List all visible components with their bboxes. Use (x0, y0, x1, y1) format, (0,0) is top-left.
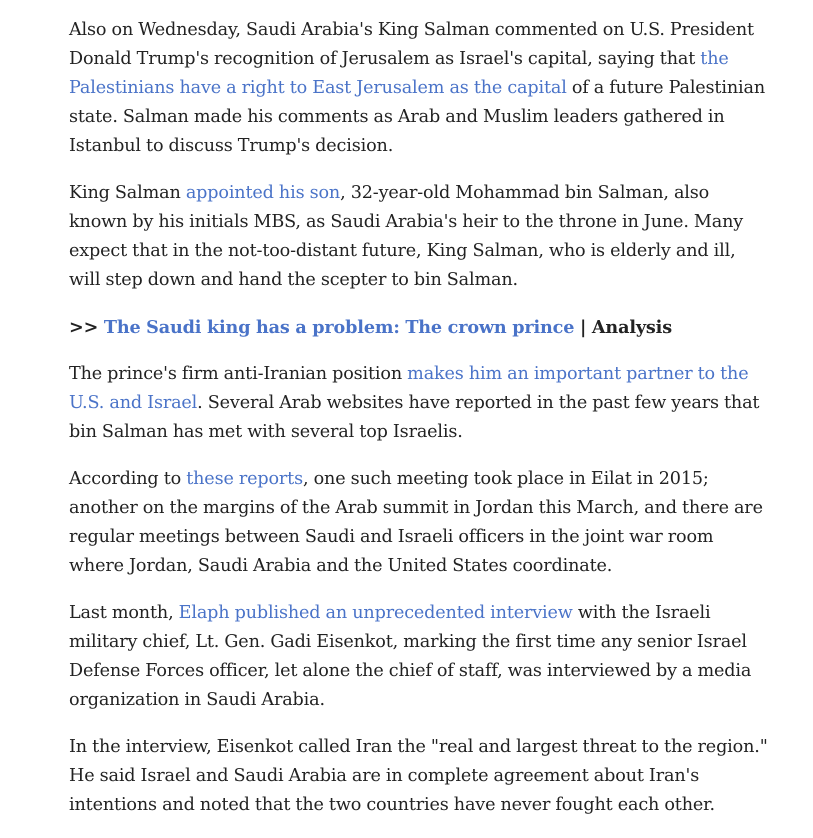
paragraph-text: In the interview, Eisenkot called Iran the "real and largest threat to the region." He said Israel and Saudi Arabia are in complete agreement about Iran's intentions and noted that the two countries have never fought each other. (69, 737, 768, 815)
related-article-promo (69, 313, 769, 342)
paragraph-text: According to (69, 469, 187, 489)
paragraph-text: with the Israeli military chief, Lt. Gen. Gadi Eisenkot, marking the first time any senior Israel Defense Forces officer, let alone the chief of staff, was interviewed by a media organization in Saudi Arabia. (69, 603, 752, 710)
paragraph-anti-iranian-position (69, 360, 769, 447)
paragraph-text: , one such meeting took place in Eilat in 2015; another on the margins of the Arab summit in Jordan this March, and there are regular meetings between Saudi and Israeli officers in the joint war room where Jordan, Saudi Arabia and the United States coordinate. (69, 469, 763, 576)
link-palestinians-east-jerusalem[interactable]: the Palestinians have a right to East Jerusalem as the capital (69, 49, 729, 98)
paragraph-heir-appointment (69, 179, 769, 295)
link-these-reports[interactable]: these reports (186, 469, 303, 489)
paragraph-elaph-interview (69, 599, 769, 715)
link-appointed-his-son[interactable]: appointed his son (185, 183, 341, 203)
promo-arrows: >> (69, 317, 99, 338)
paragraph-meetings-reports (69, 465, 769, 581)
paragraph-text: The prince's firm anti-Iranian position (69, 364, 408, 384)
paragraph-king-salman-jerusalem (69, 16, 769, 161)
link-elaph-interview[interactable]: Elaph published an unprecedented interview (178, 603, 573, 623)
paragraph-text: King Salman (69, 183, 186, 203)
paragraph-text: . Several Arab websites have reported in the past few years that bin Salman has met with several top Israelis. (69, 393, 760, 442)
promo-tag-analysis: Analysis (591, 317, 672, 338)
promo-separator: | (579, 317, 587, 338)
paragraph-eisenkot-iran (69, 733, 769, 820)
link-important-partner[interactable]: makes him an important partner to the U.S. and Israel (69, 364, 749, 413)
link-saudi-king-problem[interactable]: The Saudi king has a problem: The crown prince (103, 317, 575, 338)
article-body (69, 16, 769, 838)
paragraph-text: Last month, (69, 603, 179, 623)
paragraph-text: Also on Wednesday, Saudi Arabia's King Salman commented on U.S. President Donald Trump's recognition of Jerusalem as Israel's capital, saying that (69, 20, 754, 69)
paragraph-text: , 32-year-old Mohammad bin Salman, also known by his initials MBS, as Saudi Arabia's heir to the throne in June. Many expect that in the not-too-distant future, King Salman, who is elderly and ill, will step down and hand the scepter to bin Salman. (69, 183, 744, 290)
paragraph-text: of a future Palestinian state. Salman made his comments as Arab and Muslim leaders gathered in Istanbul to discuss Trump's decision. (69, 78, 766, 156)
